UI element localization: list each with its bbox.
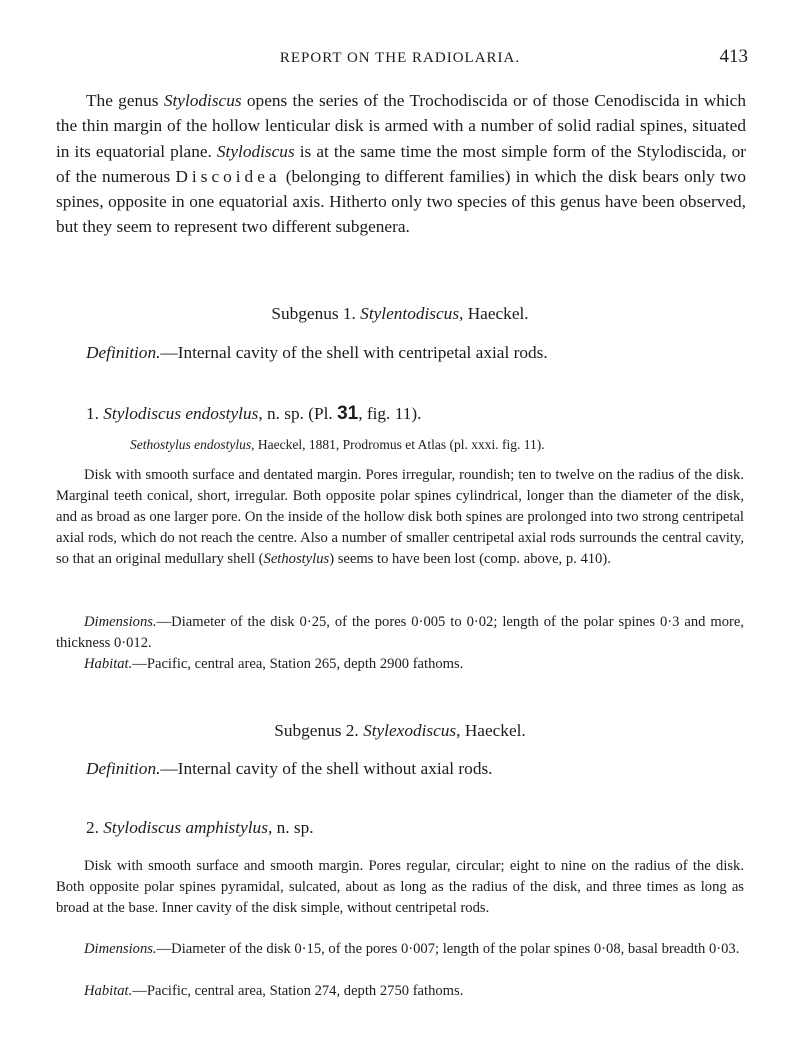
subgenus-1-definition-text: —Internal cavity of the shell with centripetal axial rods. (160, 343, 548, 362)
intro-paragraph (56, 88, 746, 240)
species-2-description: Disk with smooth surface and smooth margin. Pores regular, circular; eight to nine on the radius of the disk. Both opposite polar spines pyramidal, sulcated, about as long as the radius of the disk, and three times as long as broad at the base. Inner cavity of the disk simple, without centripetal rods. (56, 858, 744, 916)
subgenus-2-definition (86, 759, 766, 779)
species-1-suffix: , n. sp. (Pl. (258, 404, 338, 423)
species-1-dimensions (56, 612, 744, 654)
subgenus-1-heading (0, 304, 800, 324)
species-2-habitat (56, 981, 744, 1002)
subgenus-2-definition-label: Definition. (86, 759, 161, 778)
species-1-heading (86, 403, 746, 425)
subgenus-2-definition-text: —Internal cavity of the shell without axial rods. (160, 759, 493, 778)
subgenus-1-definition (86, 343, 766, 363)
species-2-number: 2. (86, 818, 104, 837)
species-1-dimensions-text: —Diameter of the disk 0·25, of the pores 0·005 to 0·02; length of the polar spines 0·3 and more, thickness 0·012. (56, 614, 744, 651)
species-1-description (56, 465, 744, 570)
species-1-synonym-text: , Haeckel, 1881, Prodromus et Atlas (pl. xxxi. fig. 11). (251, 437, 545, 452)
species-1-synonymy (130, 437, 750, 453)
subgenus-1-name: Stylentodiscus (360, 304, 460, 323)
subgenus-2-author: , Haeckel. (456, 721, 526, 740)
species-1-synonym-name: Sethostylus endostylus (130, 437, 252, 452)
subgenus-2-heading (0, 721, 800, 741)
species-1-habitat-label: Habitat. (84, 656, 133, 672)
species-2-habitat-text: —Pacific, central area, Station 274, depth 2750 fathoms. (132, 983, 464, 999)
species-1-name: Stylodiscus endostylus (103, 404, 259, 423)
intro-text-2: opens the series of the Trochodiscida or of those Cenodiscida in which the thin margin of the hollow lenticular disk is armed with a number of solid radial spines, situated in its equatorial plane. (56, 91, 746, 161)
page-number: 413 (719, 46, 748, 67)
species-1-number: 1. (86, 404, 104, 423)
species-2-dimensions-text: —Diameter of the disk 0·15, of the pores 0·007; length of the polar spines 0·08, basal breadth 0·03. (156, 941, 740, 957)
genus-name-2: Stylodiscus (216, 141, 295, 161)
discoidea-term: Discoidea (175, 166, 281, 186)
intro-text-4: (belonging to different families) in which the disk bears only two spines, opposite in one equatorial axis. Hitherto only two species of this genus have been observed, but they seem to represent two different subgenera. (56, 166, 746, 237)
species-1-desc-1: Disk with smooth surface and dentated margin. Pores irregular, roundish; ten to twelve on the radius of the disk. Marginal teeth conical, short, irregular. Both opposite polar spines cylindrical, longer than the diameter of the disk, and as broad as one larger pore. On the inside of the hollow disk both spines are prolonged into two strong centripetal axial rods, which do not reach the centre. Also a number of smaller centripetal axial rods surrounds the central cavity, so that an original medullary shell ( (56, 467, 744, 567)
species-1-dimensions-label: Dimensions. (84, 614, 157, 630)
species-2-dimensions (56, 939, 744, 960)
species-2-heading (86, 818, 746, 838)
genus-name: Stylodiscus (163, 91, 242, 110)
subgenus-2-name: Stylexodiscus (363, 721, 457, 740)
species-2-dimensions-label: Dimensions. (84, 941, 157, 957)
running-title: REPORT ON THE RADIOLARIA. (279, 50, 521, 66)
species-1-desc-2: ) seems to have been lost (comp. above, p. 410). (329, 551, 611, 567)
subgenus-1-author: , Haeckel. (459, 304, 529, 323)
species-1-habitat (56, 654, 744, 675)
species-1-habitat-text: —Pacific, central area, Station 265, depth 2900 fathoms. (132, 656, 464, 672)
species-1-plate: 31 (337, 403, 359, 424)
subgenus-2-prefix: Subgenus 2. (274, 721, 364, 740)
subgenus-1-definition-label: Definition. (86, 343, 161, 362)
intro-text-3: is at the same time the most simple form of the Stylodiscida, or of the numerous (56, 141, 747, 186)
species-2-name: Stylodiscus amphistylus (103, 818, 268, 837)
species-1-desc-italic: Sethostylus (263, 551, 330, 567)
species-2-suffix: , n. sp. (267, 818, 314, 837)
subgenus-1-prefix: Subgenus 1. (271, 304, 361, 323)
running-header (0, 46, 800, 70)
intro-text-1: The genus (86, 91, 164, 110)
species-1-fig: , fig. 11). (358, 404, 422, 423)
species-2-habitat-label: Habitat. (84, 983, 133, 999)
